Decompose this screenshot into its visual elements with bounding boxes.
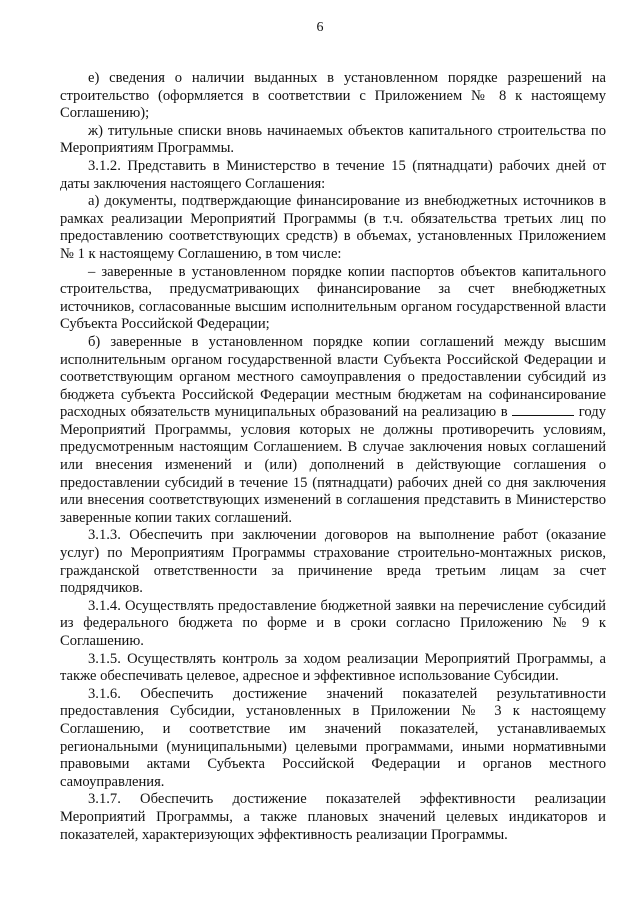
paragraph-b-part-1: б) заверенные в установленном порядке копии соглашений между высшим исполнительным органом государственной власти Субъекта Российской Федерации и соответствующим органом местного самоуправления о предоставлении субсидий из бюджета субъекта Российской Федерации местным бюджетам на софинансирование расходных обязательств муниципальных образований на реализацию в [60, 333, 606, 421]
paragraph-e: е) сведения о наличии выданных в установленном порядке разрешений на строительство (оформляется в соответствии с Приложением № 8 к настоящему Соглашению); [60, 70, 606, 122]
paragraph-3-1-6: 3.1.6. Обеспечить достижение значений показателей результативности предоставления Субсидии, установленных в Приложении № 3 к настоящему Соглашению, и соответствие им значений показателей, устанавливаемых региональными (муниципальными) целевыми программами, иными нормативными правовыми актами Субъекта Российской Федерации и органов местного самоуправления. [60, 685, 606, 790]
paragraph-a: а) документы, подтверждающие финансирование из внебюджетных источников в рамках реализации Мероприятий Программы (в т.ч. обязательства третьих лиц по предоставлению соответствующих средств) в объемах, установленных Приложением № 1 к настоящему Соглашению, в том числе: [60, 193, 606, 262]
paragraph-zh: ж) титульные списки вновь начинаемых объектов капитального строительства по Мероприятиям Программы. [60, 122, 606, 157]
paragraph-b-part-2: году Мероприятий Программы, условия которых не должны противоречить условиям, предусмотренным настоящим Соглашением. В случае заключения новых соглашений или внесения изменений и (или) дополнений в действующие соглашения о предоставлении субсидий в течение 15 (пятнадцати) рабочих дней со дня заключения или внесения соответствующих изменений в соглашения представить в Министерство заверенные копии таких соглашений. [60, 404, 606, 526]
paragraph-b [60, 334, 606, 528]
paragraph-dash-item: – заверенные в установленном порядке копии паспортов объектов капитального строительства, предусматривающих финансирование за счет внебюджетных источников, согласованные высшим исполнительным органом государственной власти Субъекта Российской Федерации; [60, 263, 606, 333]
year-blank-line [512, 414, 574, 416]
document-body [60, 70, 606, 844]
page-number: 6 [316, 20, 324, 35]
paragraph-3-1-4: 3.1.4. Осуществлять предоставление бюджетной заявки на перечисление субсидий из федерального бюджета по форме и в сроки согласно Приложению № 9 к Соглашению. [60, 597, 606, 649]
paragraph-3-1-2: 3.1.2. Представить в Министерство в течение 15 (пятнадцати) рабочих дней от даты заключения настоящего Соглашения: [60, 157, 606, 192]
paragraph-3-1-5: 3.1.5. Осуществлять контроль за ходом реализации Мероприятий Программы, а также обеспечивать целевое, адресное и эффективное использование Субсидии. [60, 650, 606, 685]
paragraph-3-1-7: 3.1.7. Обеспечить достижение показателей эффективности реализации Мероприятий Программы, а также плановых значений целевых индикаторов и показателей, характеризующих эффективность реализации Программы. [60, 791, 606, 843]
paragraph-3-1-3: 3.1.3. Обеспечить при заключении договоров на выполнение работ (оказание услуг) по Мероприятиям Программы страхование строительно-монтажных рисков, гражданской ответственности за причинение вреда третьим лицам за счет подрядчиков. [60, 527, 606, 597]
